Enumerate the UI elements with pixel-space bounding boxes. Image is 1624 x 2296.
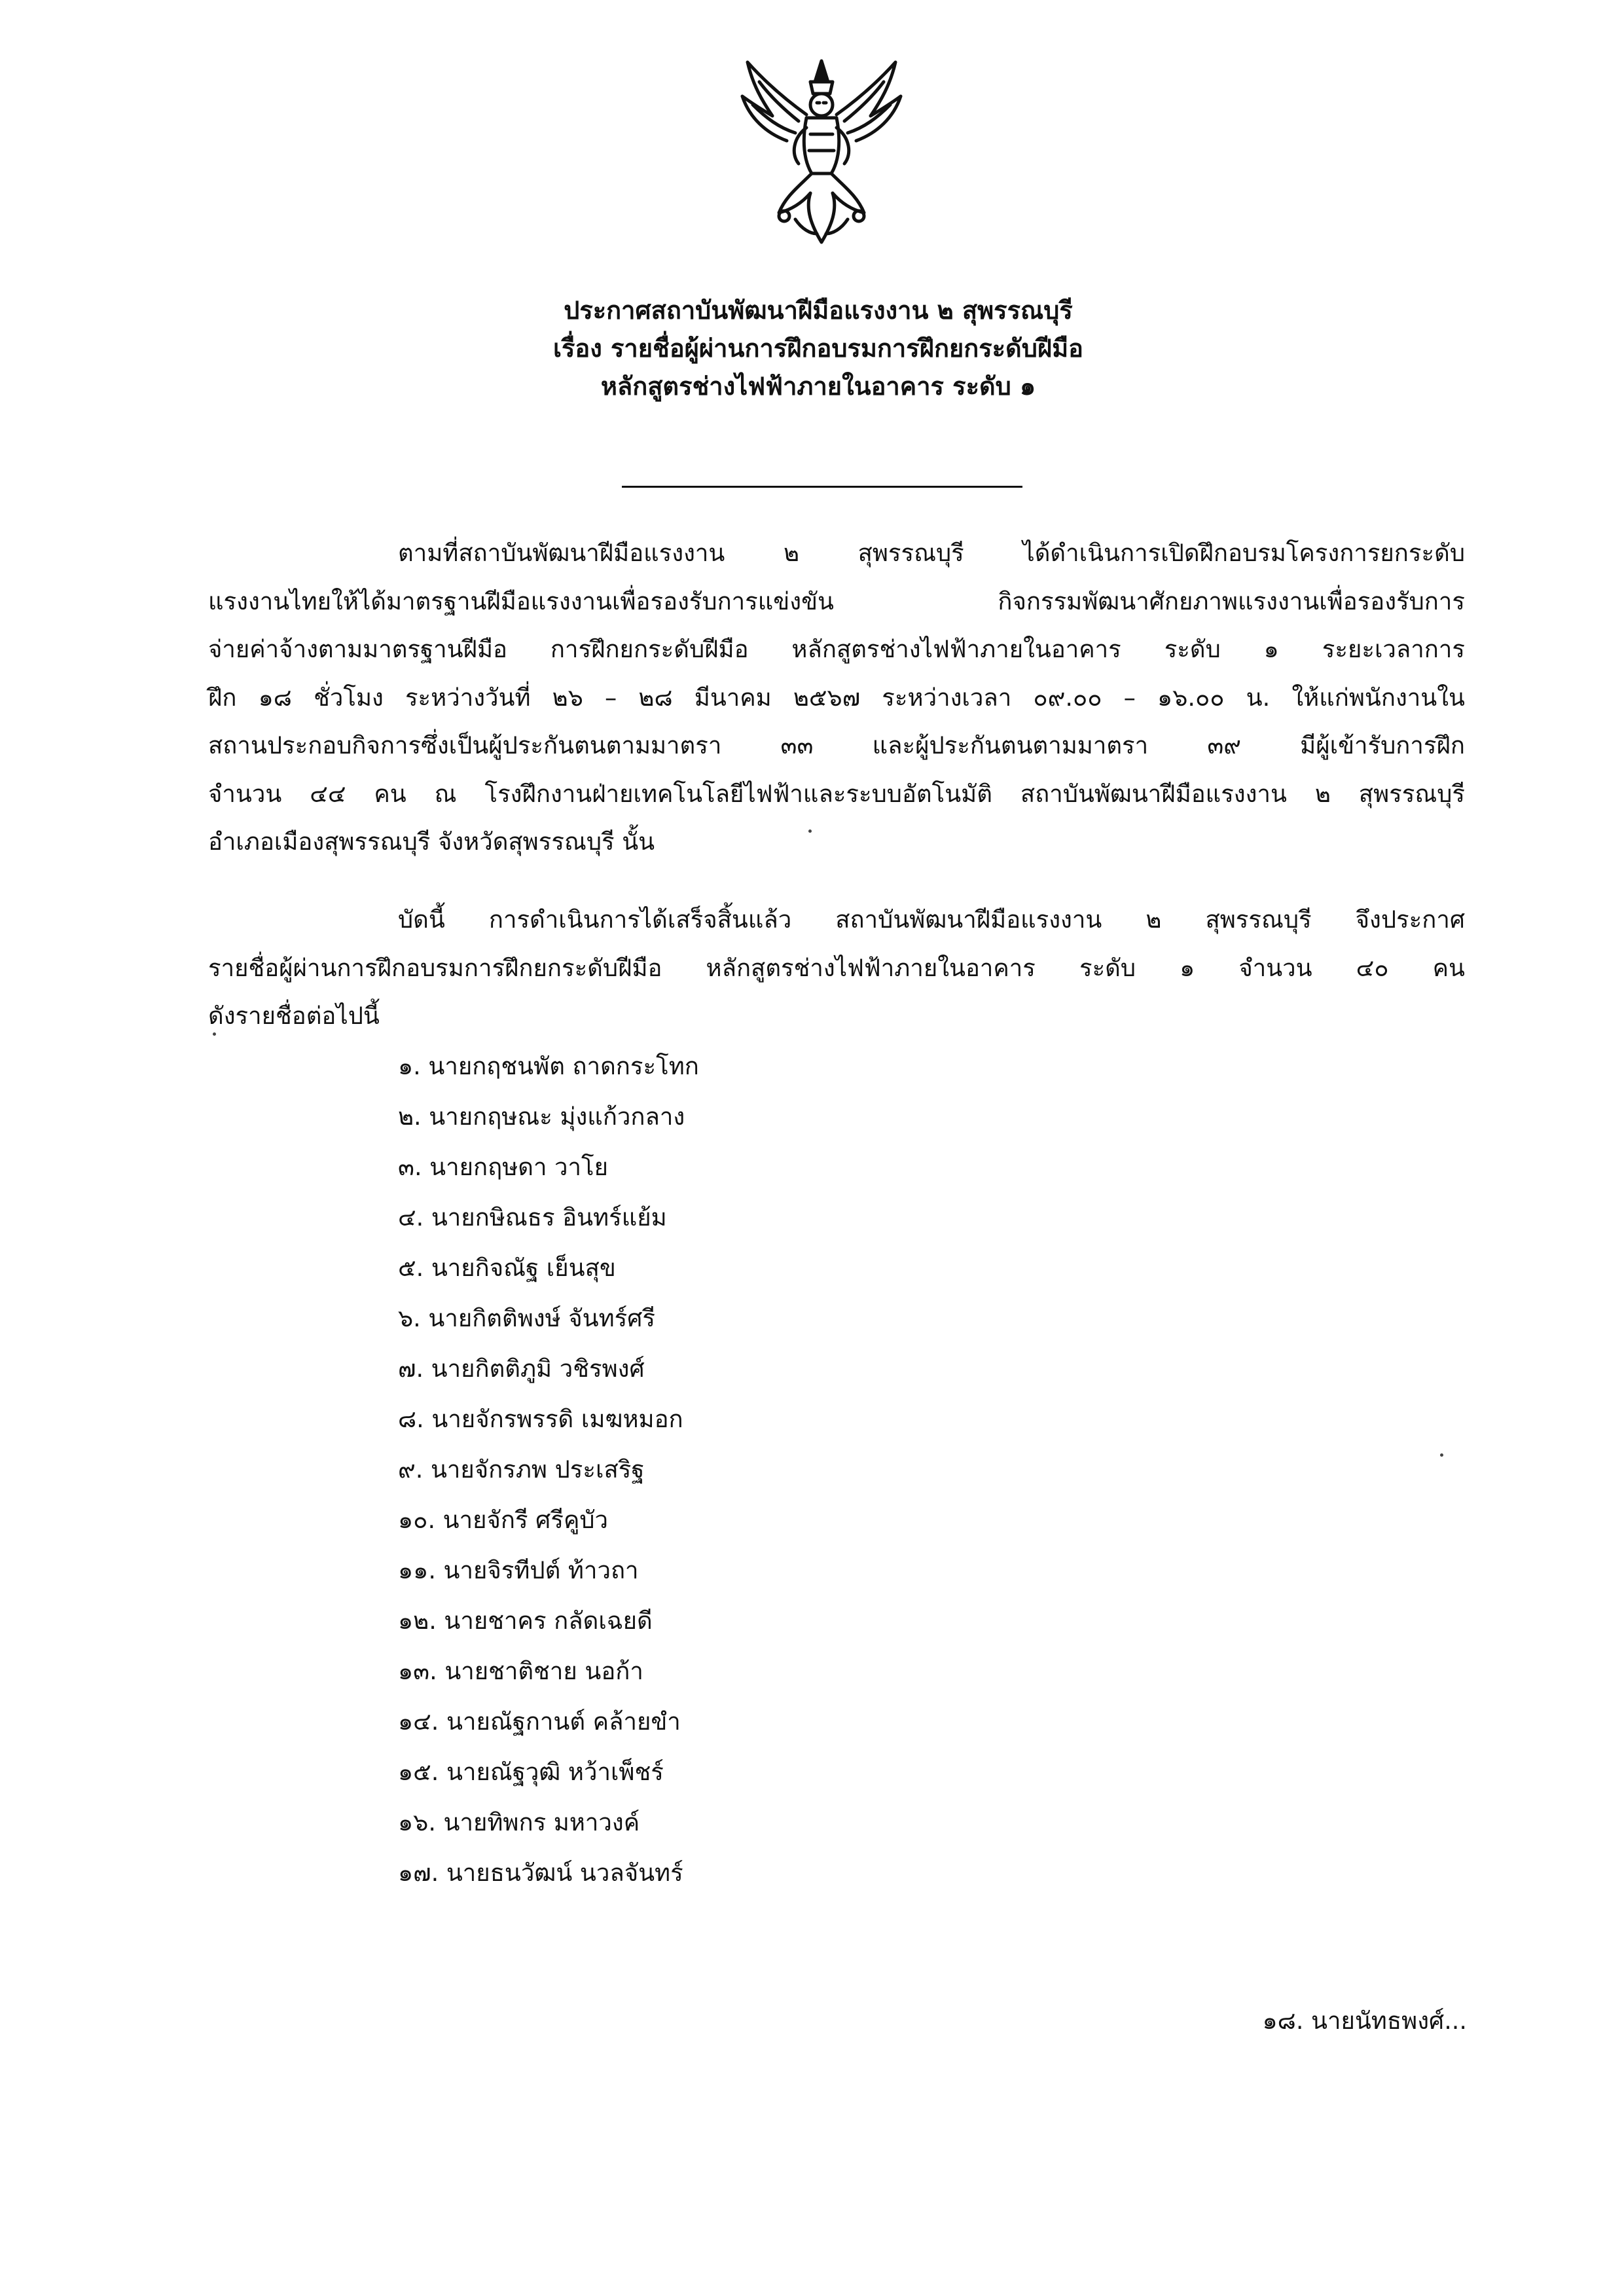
paragraph-background <box>208 529 1465 866</box>
paragraph-line: ตามที่สถาบันพัฒนาฝีมือแรงงาน ๒ สุพรรณบุรี ได้ดำเนินการเปิดฝึกอบรมโครงการยกระดับ <box>398 539 1465 567</box>
paragraph-line: บัดนี้ การดำเนินการได้เสร็จสิ้นแล้ว สถาบันพัฒนาฝีมือแรงงาน ๒ สุพรรณบุรี จึงประกาศ <box>398 905 1465 934</box>
continuation-marker: ๑๘. นายนัทธพงศ์... <box>1262 2007 1467 2035</box>
paragraph-line: จำนวน ๔๔ คน ณ โรงฝึกงานฝ่ายเทคโนโลยีไฟฟ้าและระบบอัตโนมัติ สถาบันพัฒนาฝีมือแรงงาน ๒ สุพรรณบุรี <box>208 779 1465 808</box>
announcement-title: ประกาศสถาบันพัฒนาฝีมือแรงงาน ๒ สุพรรณบุรี <box>564 296 1073 325</box>
list-item: ๓. นายกฤษดา วาโย <box>398 1153 609 1181</box>
list-item: ๒. นายกฤษณะ มุ่งแก้วกลาง <box>398 1102 685 1131</box>
list-item: ๔. นายกษิณธร อินทร์แย้ม <box>398 1203 667 1231</box>
paragraph-announcement <box>208 896 1465 1040</box>
paragraph-line: สถานประกอบกิจการซึ่งเป็นผู้ประกันตนตามมาตรา ๓๓ และผู้ประกันตนตามมาตรา ๓๙ มีผู้เข้ารับการฝึก <box>208 731 1465 759</box>
passed-trainee-list <box>398 1041 699 1898</box>
paragraph-line: แรงงานไทยให้ได้มาตรฐานฝีมือแรงงานเพื่อรองรับการแข่งขัน กิจกรรมพัฒนาศักยภาพแรงงานเพื่อรองรับการ <box>208 587 1465 615</box>
scan-speck <box>213 1032 216 1036</box>
list-item: ๘. นายจักรพรรดิ เมฆหมอก <box>398 1405 683 1433</box>
announcement-heading <box>196 291 1440 405</box>
list-item: ๑๓. นายชาติชาย นอก้า <box>398 1657 643 1685</box>
list-item: ๑. นายกฤชนพัต ถาดกระโทก <box>398 1052 699 1080</box>
list-item: ๑๖. นายทิพกร มหาวงค์ <box>398 1808 640 1836</box>
heading-divider <box>622 486 1022 488</box>
garuda-emblem-icon <box>733 56 910 246</box>
list-item: ๗. นายกิตติภูมิ วชิรพงศ์ <box>398 1355 645 1383</box>
scan-speck <box>808 829 812 833</box>
list-item: ๙. นายจักรภพ ประเสริฐ <box>398 1455 645 1484</box>
paragraph-line: รายชื่อผู้ผ่านการฝึกอบรมการฝึกยกระดับฝีมือ หลักสูตรช่างไฟฟ้าภายในอาคาร ระดับ ๑ จำนวน ๔๐ คน <box>208 953 1465 982</box>
list-item: ๖. นายกิตติพงษ์ จันทร์ศรี <box>398 1304 656 1332</box>
list-item: ๑๔. นายณัฐกานต์ คล้ายขำ <box>398 1707 681 1736</box>
scan-speck <box>1440 1453 1443 1457</box>
list-item: ๑๑. นายจิรทีปต์ ท้าวถา <box>398 1556 639 1584</box>
paragraph-line: จ่ายค่าจ้างตามมาตรฐานฝีมือ การฝึกยกระดับฝีมือ หลักสูตรช่างไฟฟ้าภายในอาคาร ระดับ ๑ ระยะเวลาการ <box>208 635 1465 663</box>
announcement-course: หลักสูตรช่างไฟฟ้าภายในอาคาร ระดับ ๑ <box>600 372 1036 401</box>
list-item: ๑๗. นายธนวัฒน์ นวลจันทร์ <box>398 1859 683 1887</box>
paragraph-line: ฝึก ๑๘ ชั่วโมง ระหว่างวันที่ ๒๖ – ๒๘ มีนาคม ๒๕๖๗ ระหว่างเวลา ๐๙.๐๐ – ๑๖.๐๐ น. ให้แก่พนักงานใน <box>208 683 1465 712</box>
paragraph-line: ดังรายชื่อต่อไปนี้ <box>208 1002 380 1030</box>
paragraph-line: อำเภอเมืองสุพรรณบุรี จังหวัดสุพรรณบุรี นั้น <box>208 828 655 856</box>
list-item: ๕. นายกิจณัฐ เย็นสุข <box>398 1254 616 1282</box>
list-item: ๑๕. นายณัฐวุฒิ หว้าเพ็ชร์ <box>398 1758 664 1786</box>
list-item: ๑๐. นายจักรี ศรีคูบัว <box>398 1506 609 1534</box>
announcement-subject: เรื่อง รายชื่อผู้ผ่านการฝึกอบรมการฝึกยกระดับฝีมือ <box>553 334 1083 363</box>
list-item: ๑๒. นายชาคร กลัดเฉยดี <box>398 1607 653 1635</box>
